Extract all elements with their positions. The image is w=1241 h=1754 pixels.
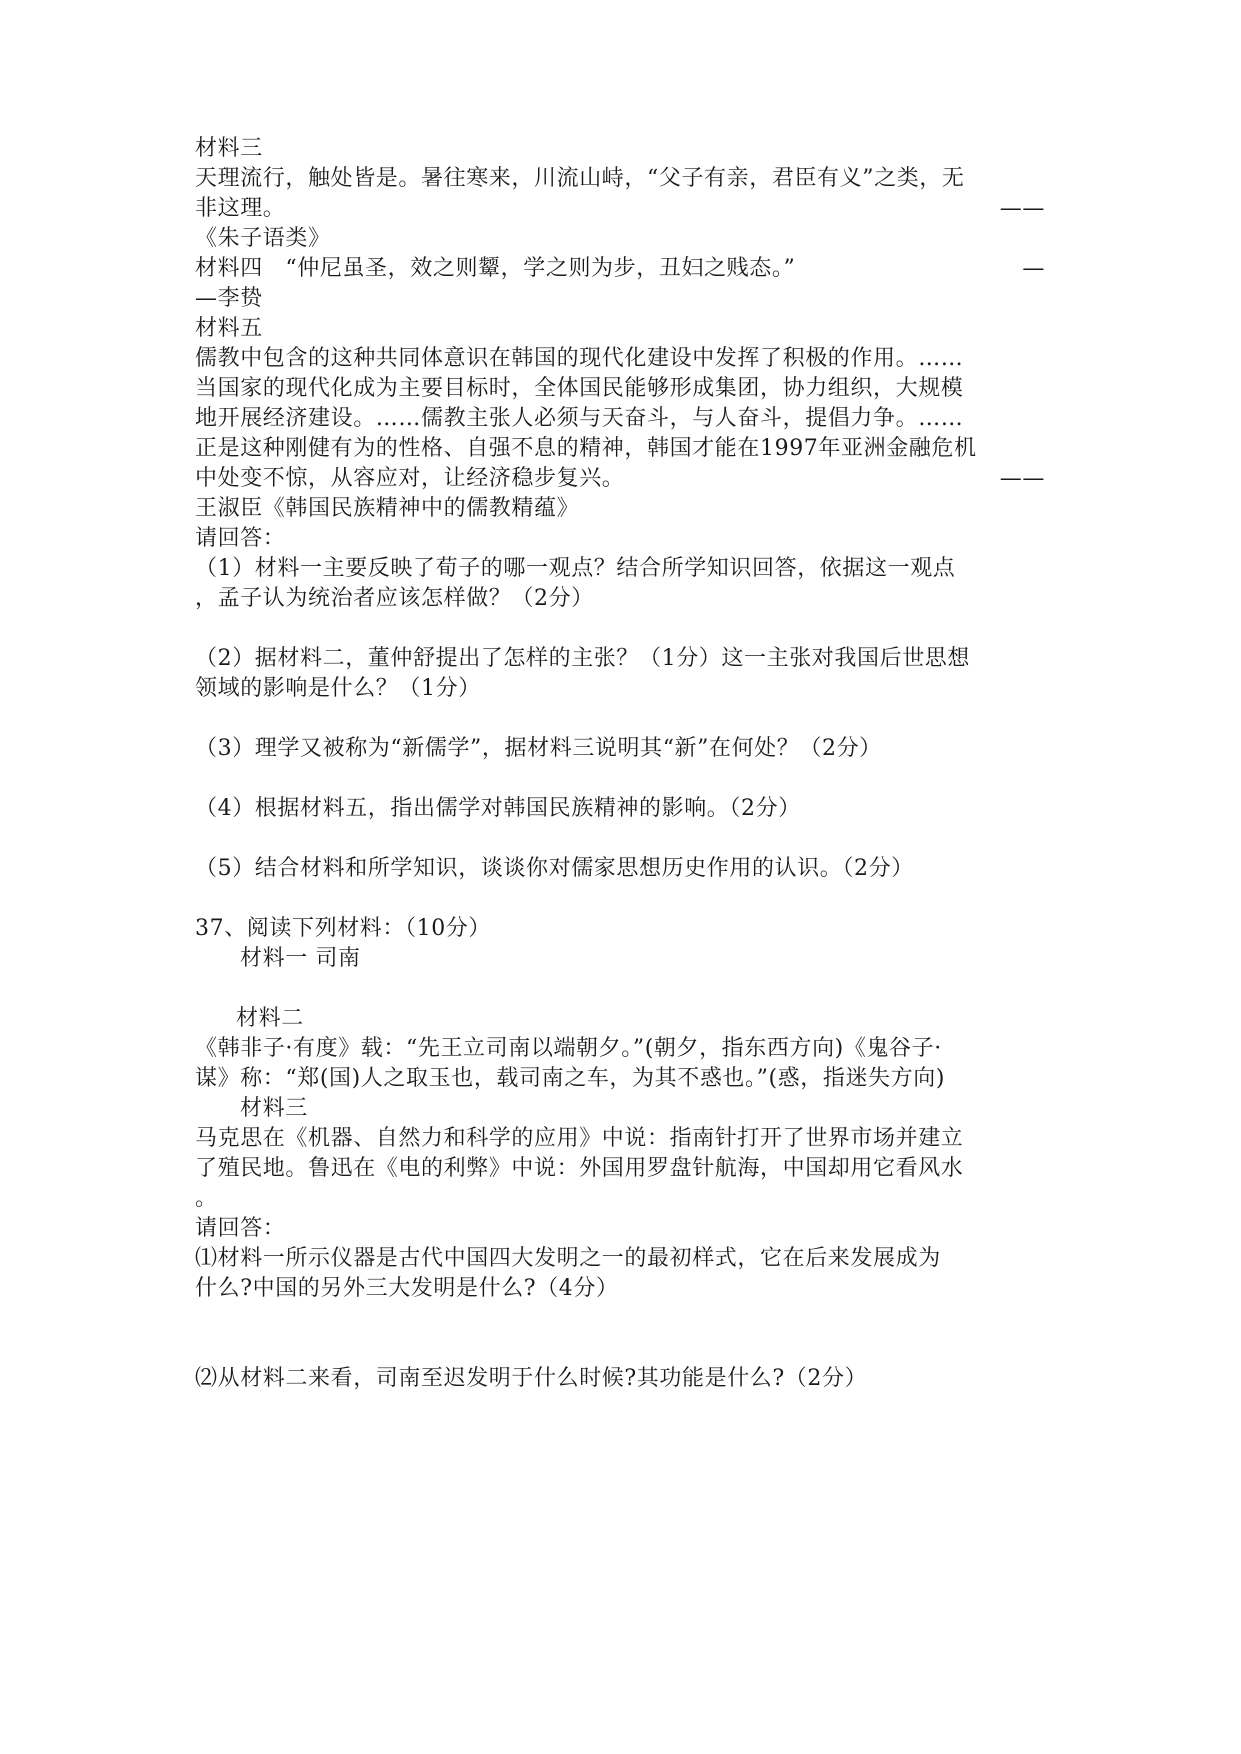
material-3-heading: 材料三 xyxy=(240,1096,308,1121)
attribution-dash: — xyxy=(1022,256,1045,281)
answer-prompt: 请回答： xyxy=(195,1216,286,1241)
question-1: （1）材料一主要反映了荀子的哪一观点？结合所学知识回答，依据这一观点 xyxy=(195,556,956,581)
source-citation: 《朱子语类》 xyxy=(195,226,331,251)
question-2: ⑵从材料二来看，司南至迟发明于什么时候?其功能是什么?（2分） xyxy=(195,1366,868,1391)
material-2-heading: 材料二 xyxy=(236,1006,304,1031)
question-2: （2）据材料二，董仲舒提出了怎样的主张？（1分）这一主张对我国后世思想 xyxy=(195,646,970,671)
material-1-heading: 材料一 司南 xyxy=(240,946,361,971)
question-1-cont: ，孟子认为统治者应该怎样做？（2分） xyxy=(195,586,594,611)
question-4: （4）根据材料五，指出儒学对韩国民族精神的影响。（2分） xyxy=(195,796,801,821)
question-2-cont: 领域的影响是什么？（1分） xyxy=(195,676,481,701)
answer-prompt: 请回答： xyxy=(195,526,286,551)
attribution-dash: —— xyxy=(999,466,1045,491)
question-1-cont: 什么?中国的另外三大发明是什么?（4分） xyxy=(195,1276,619,1301)
text-line: 中处变不惊，从容应对，让经济稳步复兴。 xyxy=(195,466,625,491)
attribution-dash: —— xyxy=(999,196,1045,221)
question-1: ⑴材料一所示仪器是古代中国四大发明之一的最初样式，它在后来发展成为 xyxy=(195,1246,941,1271)
text-line: 《韩非子·有度》载：“先王立司南以端朝夕。”(朝夕，指东西方向)《鬼谷子· xyxy=(195,1036,942,1061)
text-line: 谋》称：“郑(国)人之取玉也，载司南之车，为其不惑也。”(惑，指迷失方向) xyxy=(195,1066,946,1091)
text-line: 当国家的现代化成为主要目标时，全体国民能够形成集团，协力组织，大规模 xyxy=(195,376,964,401)
text-line: 地开展经济建设。……儒教主张人必须与天奋斗，与人奋斗，提倡力争。…… xyxy=(195,406,964,431)
text-line: 儒教中包含的这种共同体意识在韩国的现代化建设中发挥了积极的作用。…… xyxy=(195,346,964,371)
material-5-heading: 材料五 xyxy=(195,316,263,341)
source-citation: 王淑臣《韩国民族精神中的儒教精蕴》 xyxy=(195,496,580,521)
text-line: 正是这种刚健有为的性格、自强不息的精神，韩国才能在1997年亚洲金融危机 xyxy=(195,436,977,461)
material-4-quote: 材料四 “仲尼虽圣，效之则颦，学之则为步，丑妇之贱态。” xyxy=(195,256,796,281)
question-3: （3）理学又被称为“新儒学”，据材料三说明其“新”在何处？（2分） xyxy=(195,736,882,761)
question-37-heading: 37、阅读下列材料：（10分） xyxy=(195,916,491,941)
text-line: 了殖民地。鲁迅在《电的利弊》中说：外国用罗盘针航海，中国却用它看风水 xyxy=(195,1156,964,1181)
material-3-heading: 材料三 xyxy=(195,136,263,161)
source-citation: —李贽 xyxy=(195,286,263,311)
text-line: 非这理。 xyxy=(195,196,286,221)
text-line: 天理流行，触处皆是。暑往寒来，川流山峙，“父子有亲，君臣有义”之类，无 xyxy=(195,166,965,191)
text-line: 。 xyxy=(195,1186,218,1211)
text-line: 马克思在《机器、自然力和科学的应用》中说：指南针打开了世界市场并建立 xyxy=(195,1126,964,1151)
question-5: （5）结合材料和所学知识，谈谈你对儒家思想历史作用的认识。（2分） xyxy=(195,856,914,881)
